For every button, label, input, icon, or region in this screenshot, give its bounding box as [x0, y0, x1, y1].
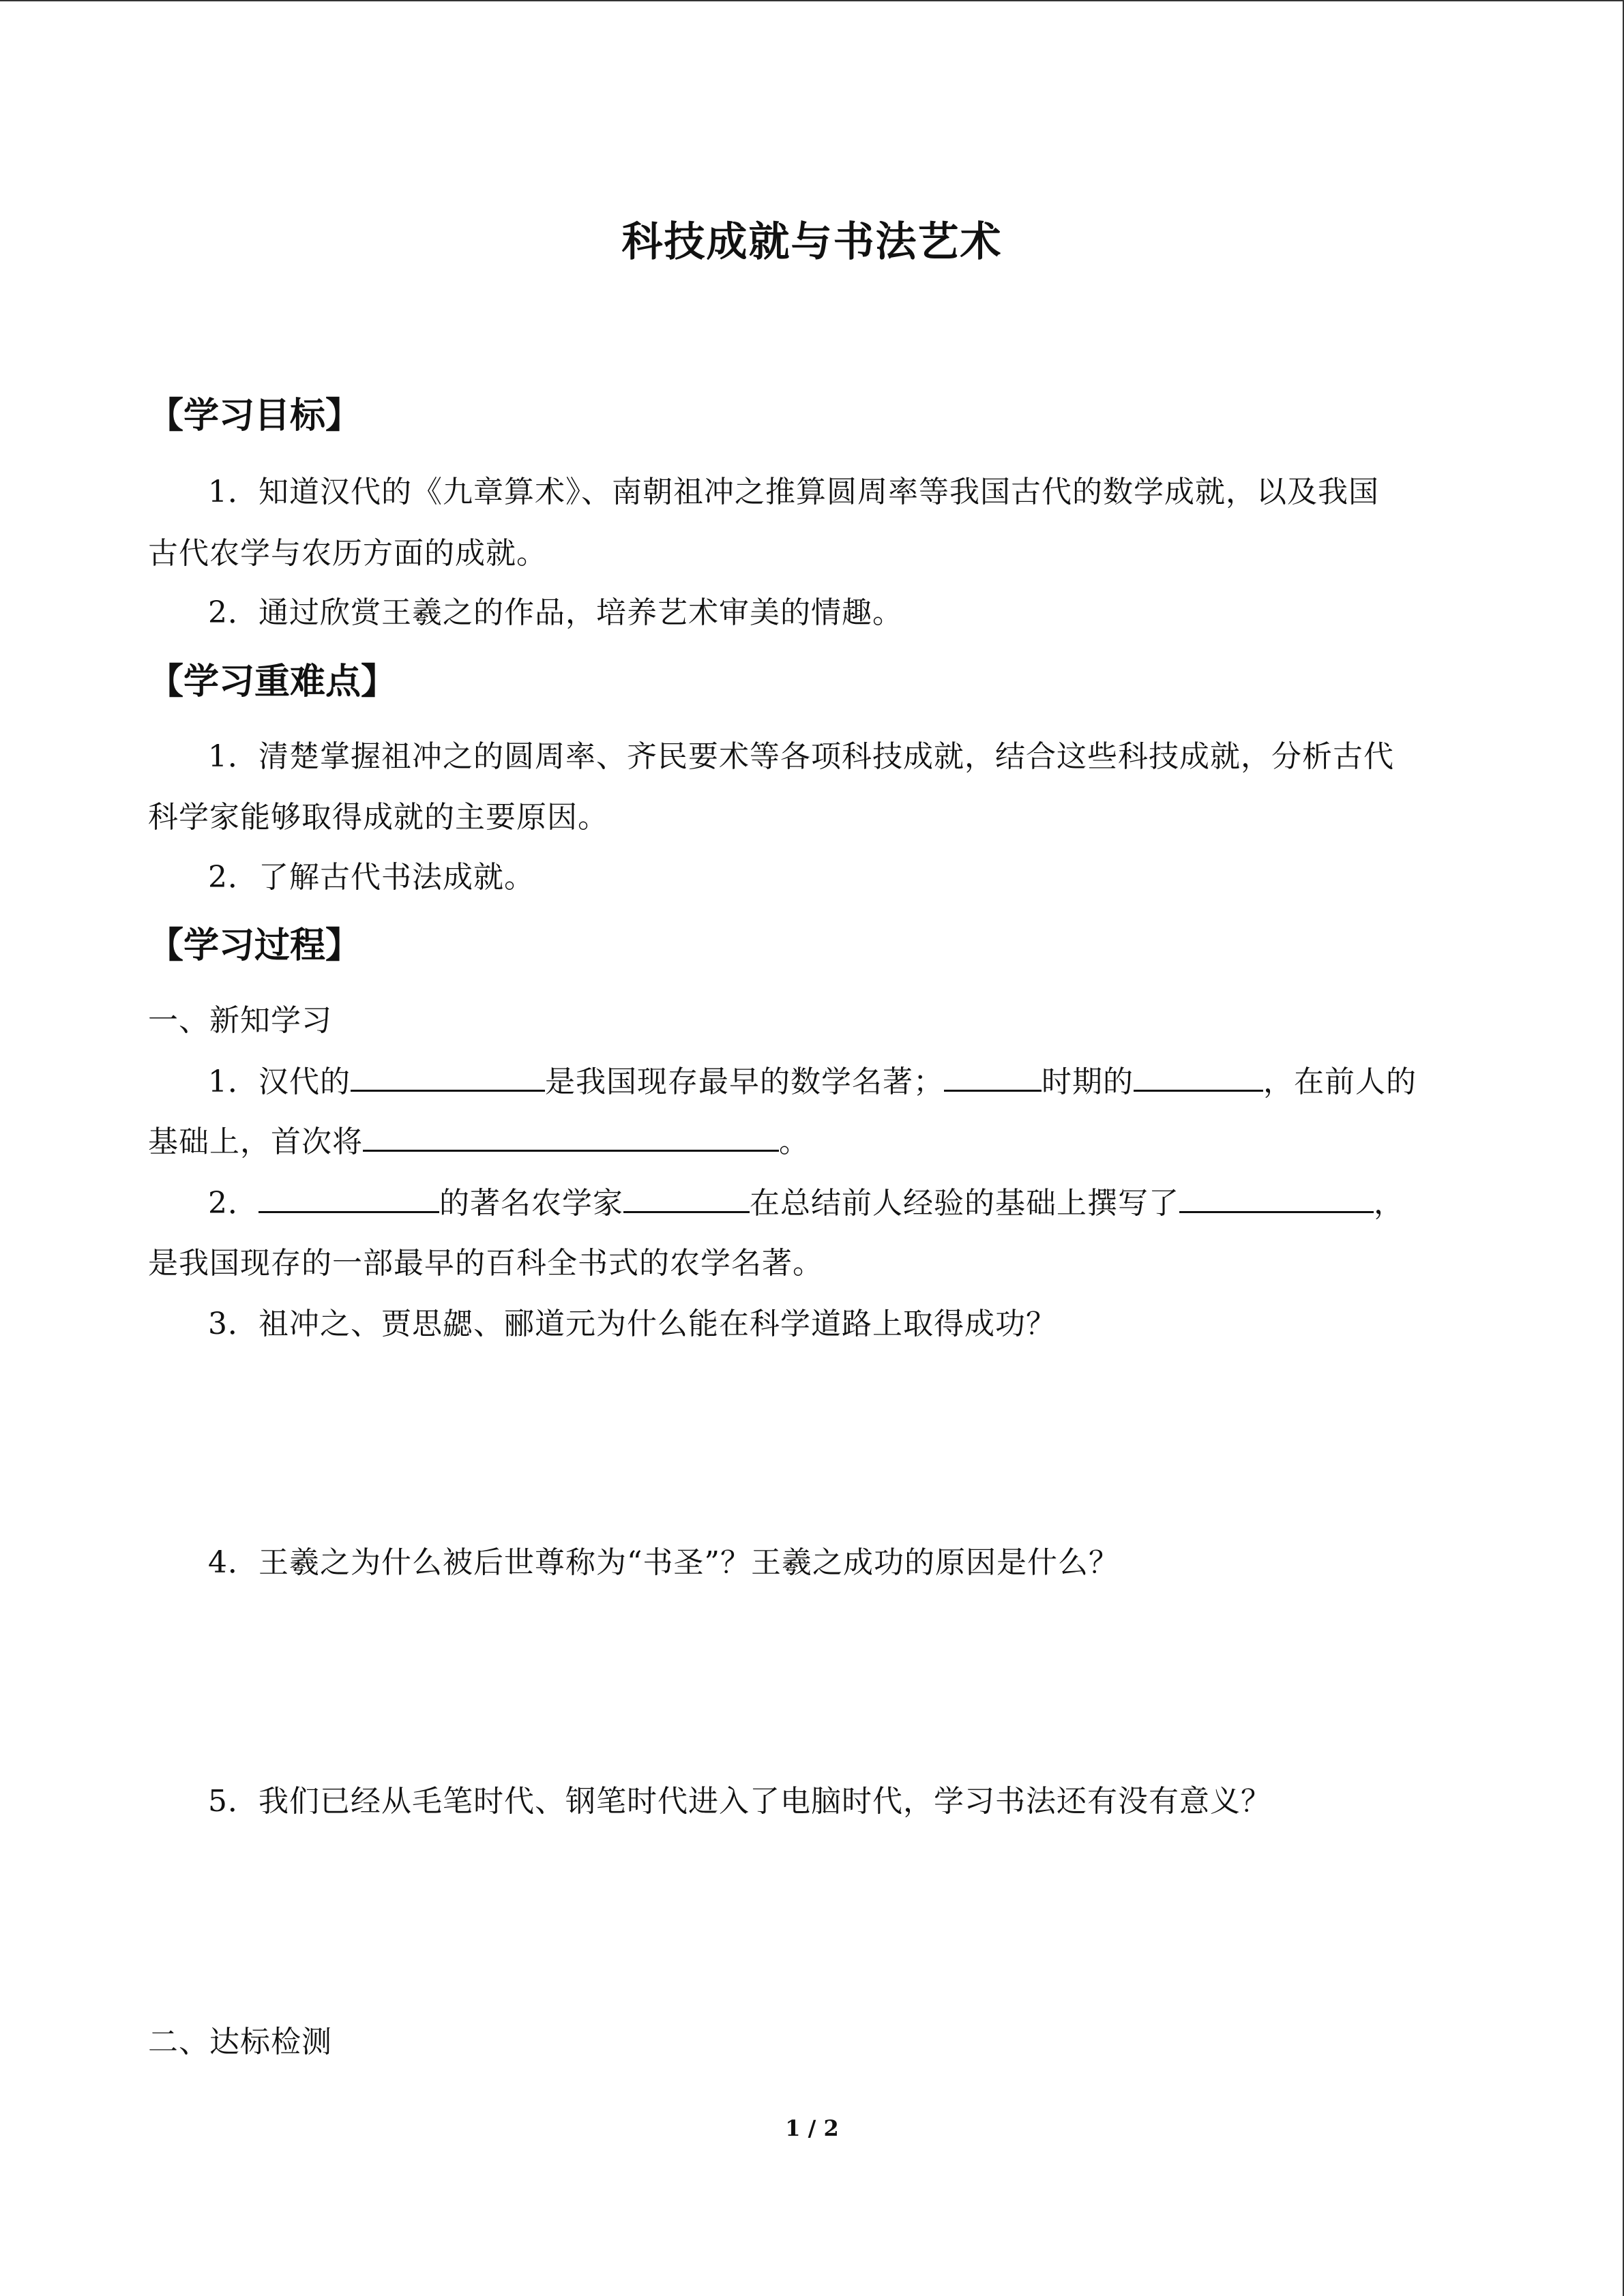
question-3: 3．祖冲之、贾思勰、郦道元为什么能在科学道路上取得成功？ [208, 1307, 1057, 1341]
fill-blank-5[interactable] [259, 1184, 439, 1213]
part-1-label: 一、新知学习 [148, 1003, 332, 1038]
question-1-line-2 [148, 1112, 810, 1173]
question-1-text-c: 时期的 [1042, 1064, 1134, 1099]
fill-blank-2[interactable] [944, 1062, 1042, 1092]
question-2-line-1 [208, 1173, 1404, 1234]
fill-blank-1[interactable] [351, 1062, 545, 1092]
section-heading-key-points: 【学习重难点】 [148, 661, 397, 702]
question-2-line-2: 是我国现存的一部最早的百科全书式的农学名著。 [148, 1246, 823, 1281]
question-1-text-e: 基础上，首次将 [148, 1124, 363, 1159]
question-4: 4．王羲之为什么被后世尊称为“书圣”？王羲之成功的原因是什么？ [208, 1545, 1119, 1580]
answer-area-3[interactable] [148, 1362, 1471, 1539]
answer-area-4[interactable] [148, 1600, 1471, 1778]
key-point-item-1-line-2: 科学家能够取得成就的主要原因。 [148, 800, 608, 835]
question-1-text-f: 。 [779, 1124, 810, 1159]
question-5: 5．我们已经从毛笔时代、钢笔时代进入了电脑时代，学习书法还有没有意义？ [208, 1784, 1271, 1819]
goal-item-2: 2．通过欣赏王羲之的作品，培养艺术审美的情趣。 [208, 595, 903, 630]
page-number: 1 / 2 [785, 2115, 839, 2141]
question-2-text-c: 在总结前人经验的基础上撰写了 [750, 1186, 1179, 1221]
fill-blank-7[interactable] [1179, 1184, 1374, 1213]
key-point-item-2: 2．了解古代书法成就。 [208, 860, 535, 895]
question-2-text-a: 2． [208, 1186, 259, 1221]
question-2-text-d: ， [1374, 1186, 1404, 1221]
fill-blank-6[interactable] [623, 1184, 750, 1213]
question-1-text-b: 是我国现存最早的数学名著； [545, 1064, 944, 1099]
section-heading-process: 【学习过程】 [148, 925, 361, 966]
section-heading-goals: 【学习目标】 [148, 396, 361, 436]
fill-blank-4[interactable] [363, 1122, 779, 1152]
question-1-text-a: 1．汉代的 [208, 1064, 351, 1099]
key-point-item-1-line-1: 1．清楚掌握祖冲之的圆周率、齐民要术等各项科技成就，结合这些科技成就，分析古代 [208, 739, 1394, 774]
answer-area-5[interactable] [148, 1839, 1471, 2003]
goal-item-1-line-1: 1．知道汉代的《九章算术》、南朝祖冲之推算圆周率等我国古代的数学成就，以及我国 [208, 475, 1379, 509]
page-title: 科技成就与书法艺术 [621, 218, 1003, 266]
goal-item-1-line-2: 古代农学与农历方面的成就。 [148, 536, 547, 571]
fill-blank-3[interactable] [1134, 1062, 1263, 1092]
question-1-text-d: ，在前人的 [1263, 1064, 1417, 1099]
question-1-line-1 [208, 1052, 1417, 1113]
question-2-text-b: 的著名农学家 [439, 1186, 623, 1221]
part-2-label: 二、达标检测 [148, 2025, 332, 2059]
